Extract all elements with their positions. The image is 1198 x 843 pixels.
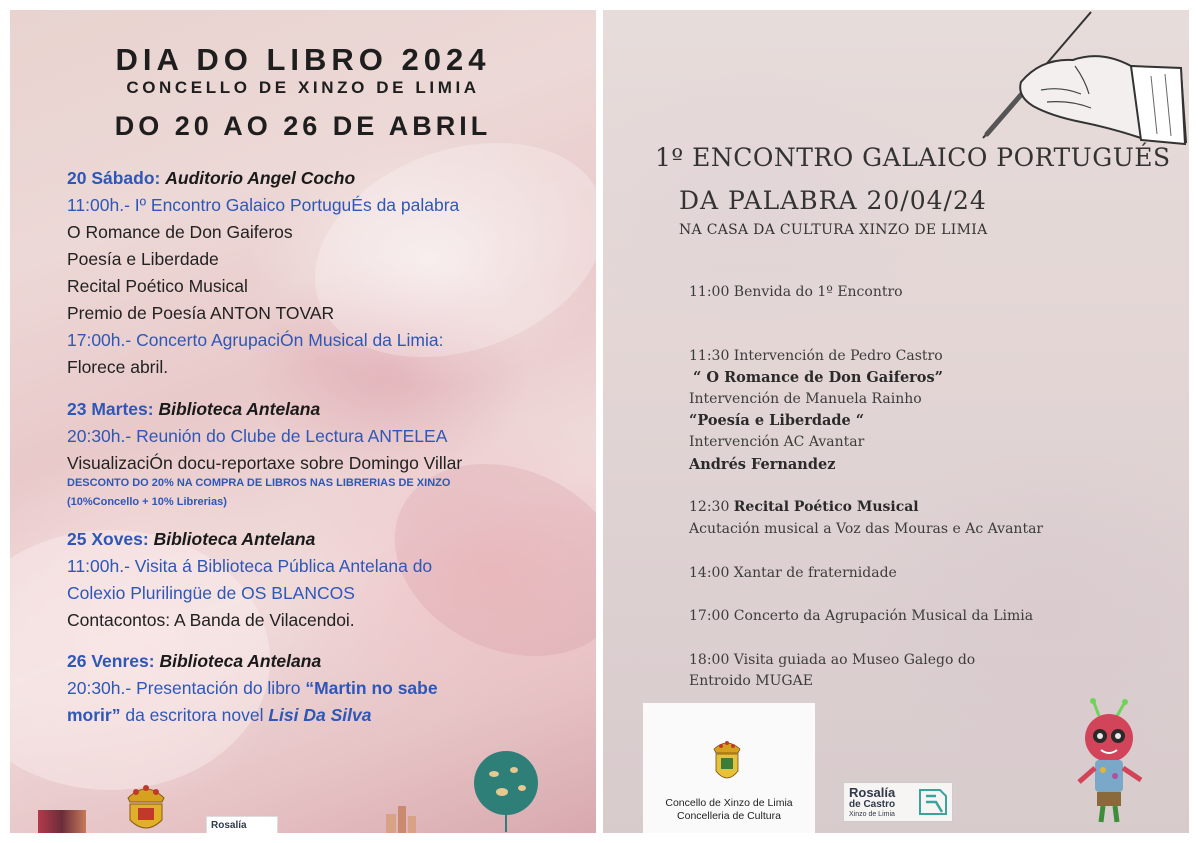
program-item-title: “ O Romance de Don Gaiferos” bbox=[693, 369, 943, 386]
rosalia-logo-text: de Castro bbox=[849, 799, 896, 810]
concello-logo-box bbox=[643, 703, 815, 833]
day-heading bbox=[67, 168, 355, 189]
program-item: 14:00 Xantar de fraternidade bbox=[689, 565, 897, 581]
program-item: 11:30 Intervención de Pedro Castro bbox=[689, 348, 943, 364]
day-heading bbox=[67, 529, 315, 550]
program-item: 11:00 Benvida do 1º Encontro bbox=[689, 284, 903, 300]
schedule-line: Poesía e Liberdade bbox=[67, 249, 219, 269]
building-icon bbox=[380, 800, 420, 833]
program-time: 12:30 bbox=[689, 499, 734, 515]
schedule-line bbox=[67, 678, 438, 699]
left-poster bbox=[10, 10, 596, 833]
doll-figure-icon bbox=[1071, 698, 1151, 826]
program-item: Entroido MUGAE bbox=[689, 673, 813, 689]
schedule-line: Colexio Plurilingüe de OS BLANCOS bbox=[67, 583, 355, 603]
globe-icon bbox=[472, 750, 542, 833]
concello-name: Concello de Xinzo de Limia bbox=[665, 797, 793, 809]
day-label: 20 Sábado: bbox=[67, 168, 161, 188]
coat-of-arms-icon bbox=[710, 739, 744, 785]
day-place: Biblioteca Antelana bbox=[158, 399, 321, 419]
program-item: 18:00 Visita guiada ao Museo Galego do bbox=[689, 652, 976, 668]
concelleria-name: Concelleria de Cultura bbox=[677, 810, 781, 822]
schedule-line: O Romance de Don Gaiferos bbox=[67, 222, 293, 242]
rosalia-castro-logo bbox=[843, 782, 953, 822]
schedule-text: 20:30h.- Presentación do libro bbox=[67, 678, 306, 698]
schedule-line: Recital Poético Musical bbox=[67, 276, 248, 296]
poster-subtitle: CONCELLO DE XINZO DE LIMIA bbox=[126, 78, 480, 97]
day-place: Biblioteca Antelana bbox=[153, 529, 316, 549]
schedule-line: 17:00h.- Concerto AgrupaciÓn Musical da Limia: bbox=[67, 330, 444, 350]
schedule-line bbox=[67, 705, 371, 726]
day-place: Auditorio Angel Cocho bbox=[165, 168, 356, 188]
day-heading bbox=[67, 651, 321, 672]
rosalia-logo-text: Xinzo de Limia bbox=[849, 811, 895, 818]
day-heading bbox=[67, 399, 320, 420]
program-item: Intervención de Manuela Rainho bbox=[689, 391, 922, 407]
program-item-title: Andrés Fernandez bbox=[689, 456, 836, 473]
program-item: Acutación musical a Voz das Mouras e Ac Avantar bbox=[689, 521, 1044, 537]
program-item-title: “Poesía e Liberdade “ bbox=[689, 412, 865, 429]
program-item: 17:00 Concerto da Agrupación Musical da Limia bbox=[689, 608, 1034, 624]
schedule-line: 11:00h.- Visita á Biblioteca Pública Antelana do bbox=[67, 556, 433, 576]
rosalia-logo: Rosalía bbox=[206, 816, 278, 833]
rosalia-logo-text: Rosalía bbox=[849, 785, 896, 800]
coat-of-arms-icon bbox=[118, 780, 174, 833]
rosalia-mark-icon bbox=[918, 788, 948, 816]
author-name: Lisi Da Silva bbox=[268, 705, 372, 725]
poster-title: DIA DO LIBRO 2024 bbox=[115, 42, 491, 77]
discount-note: (10%Concello + 10% Librerias) bbox=[67, 496, 227, 508]
event-title-date: DA PALABRA 20/04/24 bbox=[679, 186, 987, 215]
day-label: 26 Venres: bbox=[67, 651, 155, 671]
book-title: “Martin no sabe bbox=[305, 678, 438, 698]
day-label: 23 Martes: bbox=[67, 399, 154, 419]
schedule-line: Florece abril. bbox=[67, 357, 169, 377]
program-item bbox=[689, 499, 919, 515]
book-title: morir” bbox=[67, 705, 121, 725]
schedule-line: Contacontos: A Banda de Vilacendoi. bbox=[67, 610, 355, 630]
schedule-line: 20:30h.- Reunión do Clube de Lectura ANTELEA bbox=[67, 426, 448, 446]
rose-petal-highlight bbox=[285, 105, 596, 396]
event-title: 1º ENCONTRO GALAICO PORTUGUÉS bbox=[655, 143, 1171, 172]
day-place: Biblioteca Antelana bbox=[159, 651, 322, 671]
schedule-line: 11:00h.- Iº Encontro Galaico PortuguÉs da palabra bbox=[67, 195, 460, 215]
program-item: Intervención AC Avantar bbox=[689, 434, 865, 450]
program-item-title: Recital Poético Musical bbox=[733, 499, 919, 515]
right-poster bbox=[603, 10, 1189, 833]
schedule-line: VisualizaciÓn docu-reportaxe sobre Domingo Villar bbox=[67, 453, 463, 473]
event-venue: NA CASA DA CULTURA XINZO DE LIMIA bbox=[679, 222, 988, 238]
schedule-text: da escritora novel bbox=[120, 705, 269, 725]
discount-note: DESCONTO DO 20% NA COMPRA DE LIBROS NAS LIBRERIAS DE XINZO bbox=[67, 477, 451, 489]
photo-thumbnail bbox=[38, 810, 86, 833]
day-label: 25 Xoves: bbox=[67, 529, 149, 549]
poster-dates: DO 20 AO 26 DE ABRIL bbox=[114, 111, 492, 141]
writing-hand-icon bbox=[981, 10, 1189, 150]
schedule-line: Premio de Poesía ANTON TOVAR bbox=[67, 303, 335, 323]
